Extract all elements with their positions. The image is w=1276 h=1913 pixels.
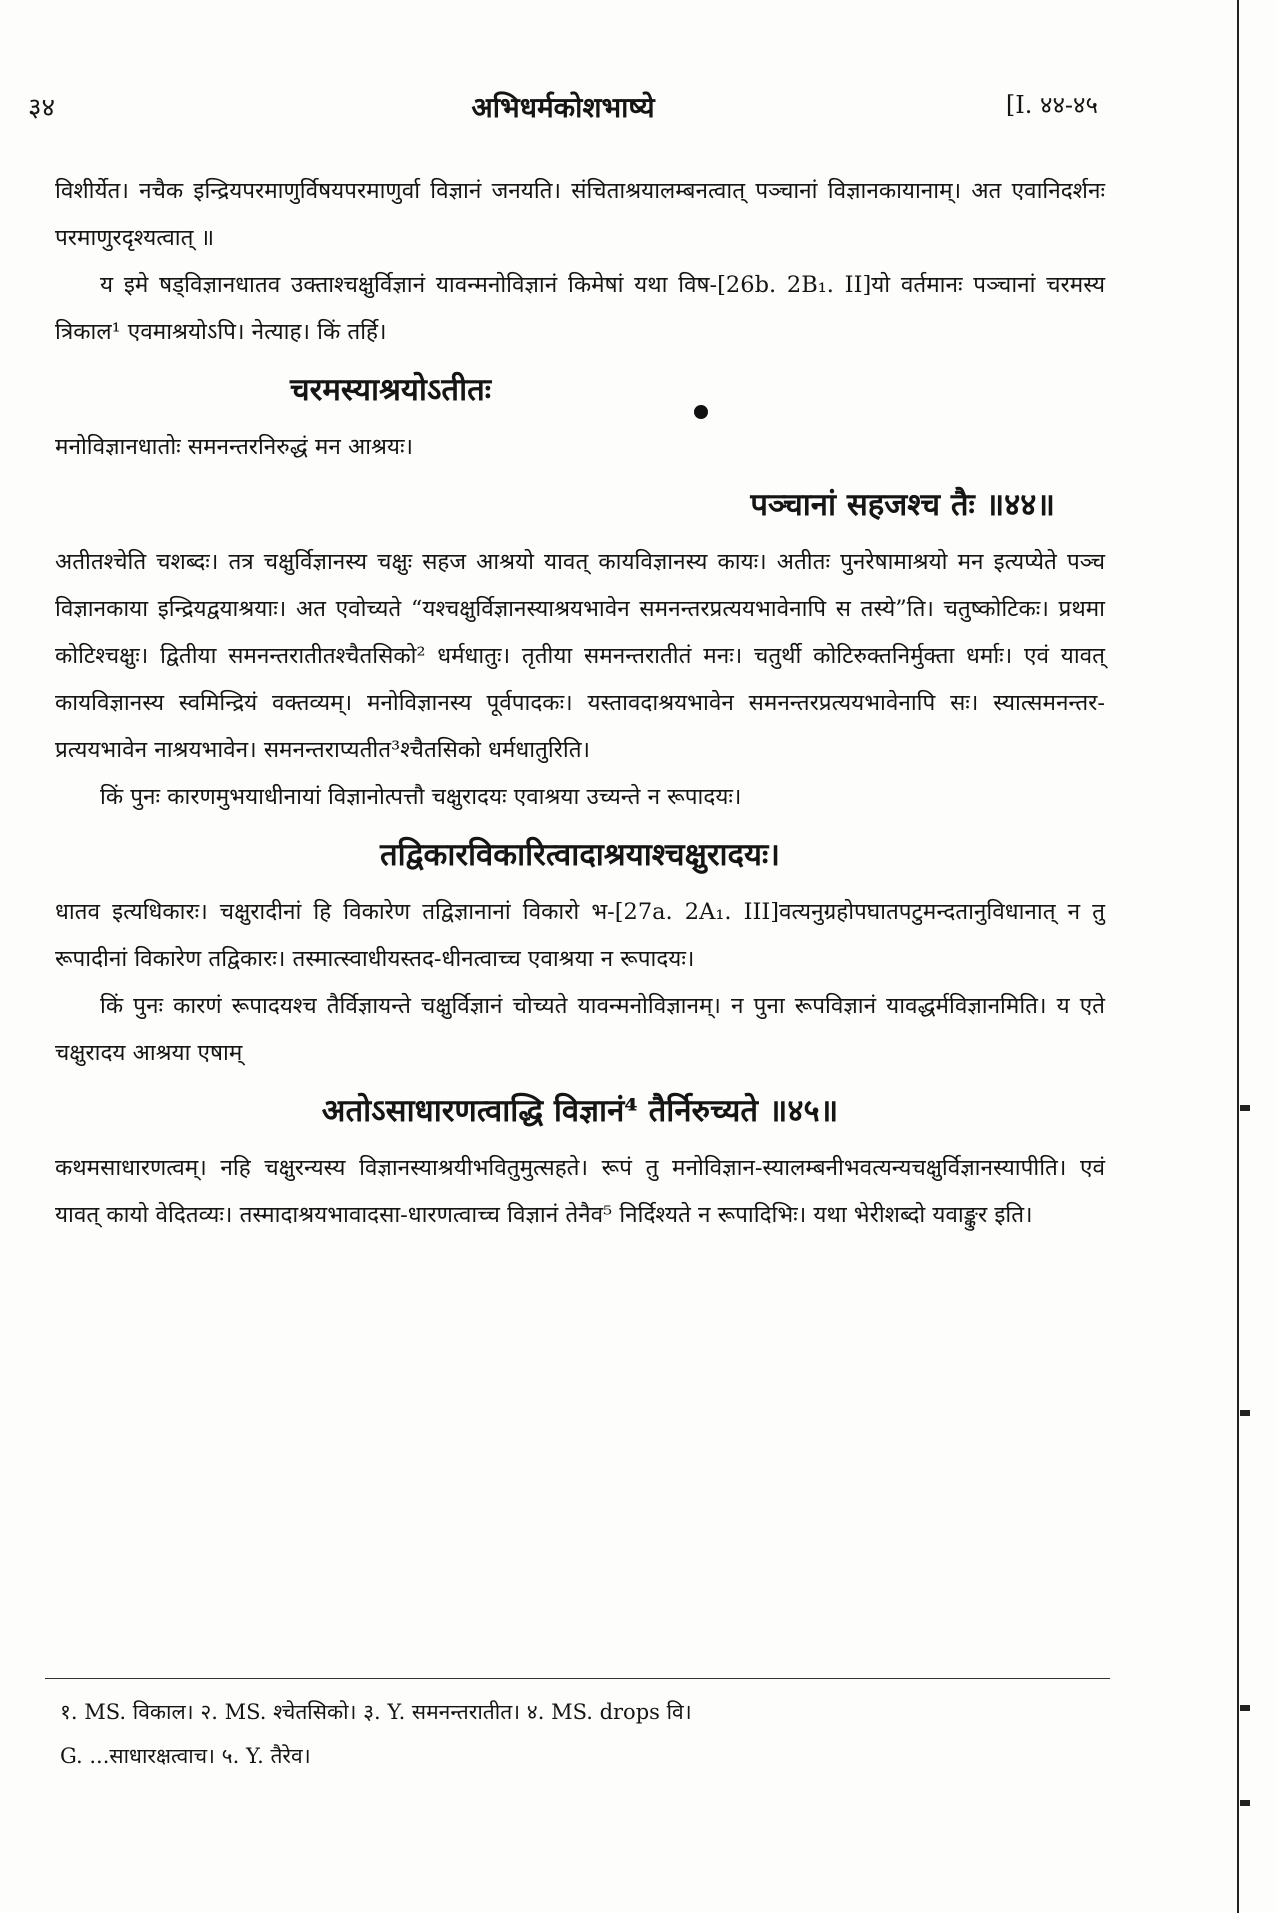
paragraph: धातव इत्यधिकारः। चक्षुरादीनां हि विकारेण तद्विज्ञानानां विकारो भ-[27a. 2A₁. III]वत्यनुग्रहोपघातपटुमन्दतानुविधानात् न तु रूपादीनां विकारेण तद्विकारः। तस्मात्स्वाधीयस्तद-धीनत्वाच्च एवाश्रया न रूपादयः। [55, 899, 1105, 972]
karika-verse: पञ्चानां सहजश्च तैः ॥४४॥ [750, 487, 1055, 523]
footnote-rule [45, 1678, 1110, 1679]
karika-verse: अतोऽसाधारणत्वाद्धि विज्ञानं⁴ तैर्निरुच्यते ॥४५॥ [321, 1093, 839, 1129]
footnote-line: G. ...साधारक्षत्वाच। ५. Y. तैरेव। [60, 1744, 311, 1768]
page-number: ३४ [28, 93, 56, 123]
paragraph: विशीर्येत। नचैक इन्द्रियपरमाणुर्विषयपरमाणुर्वा विज्ञानं जनयति। संचिताश्रयालम्बनत्वात् पञ्चानां विज्ञानकायानाम्। अत एवानिदर्शनः परमाणुरदृश्यत्वात् ॥ [55, 178, 1105, 251]
footnotes [60, 1690, 1110, 1778]
running-title: अभिधर्मकोशभाष्ये [471, 91, 655, 124]
karika-verse: चरमस्याश्रयोऽतीतः [290, 372, 492, 408]
paragraph: किं पुनः कारणमुभयाधीनायां विज्ञानोत्पत्तौ चक्षुरादयः एवाश्रया उच्यन्ते न रूपादयः। [100, 784, 742, 810]
paragraph: अतीतश्चेति चशब्दः। तत्र चक्षुर्विज्ञानस्य चक्षुः सहज आश्रयो यावत् कायविज्ञानस्य कायः। अतीतः पुनरेषामाश्रयो मन इत्यप्येते पञ्च विज्ञानकाया इन्द्रियद्वयाश्रयाः। अत एवोच्यते “यश्चक्षुर्विज्ञानस्याश्रयभावेन समनन्तरप्रत्ययभावेनापि स तस्ये”ति। चतुष्कोटिकः। प्रथमा कोटिश्चक्षुः। द्वितीया समनन्तरातीतश्चैतसिको² धर्मधातुः। तृतीया समनन्तरातीतं मनः। चतुर्थी कोटिरुक्तनिर्मुक्ता धर्माः। एवं यावत् कायविज्ञानस्य स्वमिन्द्रियं वक्तव्यम्। मनोविज्ञानस्य पूर्वपादकः। यस्तावदाश्रयभावेन समनन्तरप्रत्ययभावेनापि सः। स्यात्समनन्तर-प्रत्ययभावेन नाश्रयभावेन। समनन्तराप्यतीत³श्चैतसिको धर्मधातुरिति। [55, 549, 1105, 763]
paragraph: किं पुनः कारणं रूपादयश्च तैर्विज्ञायन्ते चक्षुर्विज्ञानं चोच्यते यावन्मनोविज्ञानम्। न पुना रूपविज्ञानं यावद्धर्मविज्ञानमिति। य एते चक्षुरादय आश्रया एषाम् [55, 993, 1105, 1066]
karika-verse: तद्विकारविकारित्वादाश्रयाश्चक्षुरादयः। [379, 837, 781, 873]
footnote-line: १. MS. विकाल। २. MS. श्चेतसिको। ३. Y. समनन्तरातीत। ४. MS. drops वि। [60, 1700, 692, 1724]
paragraph: कथमसाधारणत्वम्। नहि चक्षुरन्यस्य विज्ञानस्याश्रयीभवितुमुत्सहते। रूपं तु मनोविज्ञान-स्यालम्बनीभवत्यन्यचक्षुर्विज्ञानस्यापीति। एवं यावत् कायो वेदितव्यः। तस्मादाश्रयभावादसा-धारणत्वाच्च विज्ञानं तेनैव⁵ निर्दिश्यते न रूपादिभिः। यथा भेरीशब्दो यवाङ्कुर इति। [55, 1155, 1105, 1228]
page-header [28, 88, 1098, 128]
edge-mark [1240, 1800, 1250, 1806]
paragraph: य इमे षड्विज्ञानधातव उक्ताश्चक्षुर्विज्ञानं यावन्मनोविज्ञानं किमेषां यथा विष-[26b. 2B₁. II]यो वर्तमानः पञ्चानां चरमस्य त्रिकाल¹ एवमाश्रयोऽपि। नेत्याह। किं तर्हि। [55, 272, 1105, 345]
paragraph: मनोविज्ञानधातोः समनन्तरनिरुद्धं मन आश्रयः। [55, 434, 414, 460]
edge-mark [1240, 1410, 1250, 1416]
page-edge-line [1237, 0, 1239, 1913]
edge-mark [1240, 1105, 1250, 1111]
edge-mark [1240, 1705, 1250, 1711]
main-text [55, 168, 1105, 1239]
section-reference: [I. ४४-४५ [1005, 91, 1098, 119]
